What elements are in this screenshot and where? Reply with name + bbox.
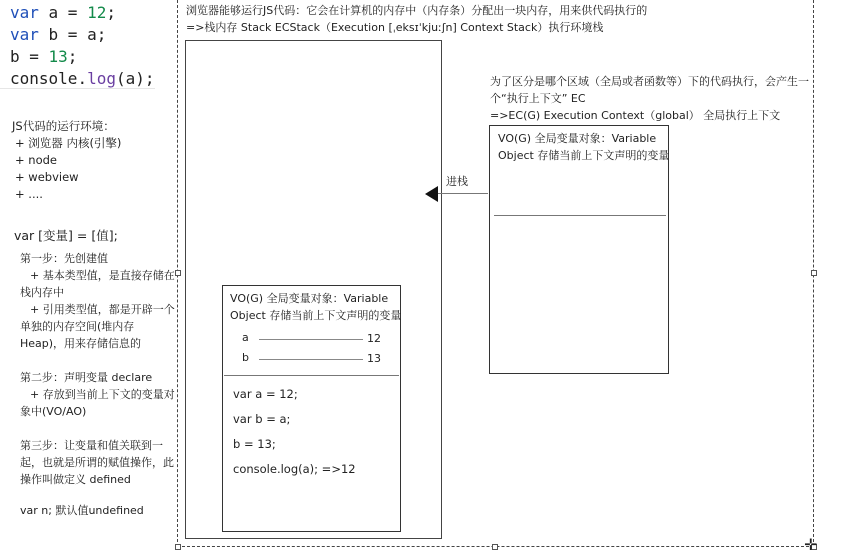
ec-code-line-3: b = 13; [233,437,276,451]
step3-line-c: 操作叫做定义 defined [20,473,131,486]
ecg-box [489,125,669,374]
vo-right-line-1: VO(G) 全局变量对象：Variable [498,132,657,145]
var-a-name: a [242,331,249,344]
push-arrow-head-icon [425,186,438,202]
step1-line-b: 栈内存中 [20,286,64,299]
step3-line-a: 第三步：让变量和值关联到一 [20,439,163,452]
ec-code-line-2: var b = a; [233,412,291,426]
resize-handle-bottom-left[interactable] [175,544,181,550]
step1-line-c: + 引用类型值，都是开辟一个 [30,303,175,316]
ec-line-1: 为了区分是哪个区域（全局或者函数等）下的代码执行，会产生一 [490,75,809,88]
step2-line-a: + 存放到当前上下文的变量对 [30,388,175,401]
vo-inner-label [230,290,401,324]
env-item-node: + node [15,153,57,167]
resize-handle-right[interactable] [811,270,817,276]
var-b-value: 13 [367,352,381,365]
code-underline [0,88,155,89]
step1-title: 第一步：先创建值 [20,252,108,265]
env-title: JS代码的运行环境： [12,119,115,133]
top-line-1: 浏览器能够运行JS代码：它会在计算机的内存中（内存条）分配出一块内存，用来供代码执行的 [186,4,648,17]
var-b-link [259,359,363,360]
ec-line-3: =>EC(G) Execution Context（global） 全局执行上下文 [490,109,781,122]
var-a-value: 12 [367,332,381,345]
ec-line-2: 个“执行上下文” EC [490,92,586,105]
var-b-name: b [242,351,249,364]
push-arrow-line [438,193,488,194]
code-line-2: var b = a; [10,25,107,44]
push-label: 进栈 [446,175,468,188]
ec-global-code [233,382,356,482]
env-item-browser: + 浏览器 内核(引擎) [15,136,122,150]
code-line-3: b = 13; [10,47,78,66]
var-a-link [259,339,363,340]
vo-inner-line-2: Object 存储当前上下文声明的变量 [230,309,402,322]
step1-line-a: + 基本类型值，是直接存储在 [30,269,175,282]
resize-handle-left[interactable] [175,270,181,276]
vo-right-label [498,130,669,164]
vo-right-line-2: Object 存储当前上下文声明的变量 [498,149,670,162]
step1-line-e: Heap)，用来存储信息的 [20,337,142,350]
env-section [12,118,121,203]
vo-inner-line-1: VO(G) 全局变量对象：Variable [230,292,389,305]
env-item-webview: + webview [15,170,79,184]
top-line-2: =>栈内存 Stack ECStack（Execution [ˌeksɪˈkjuːʃn] Context Stack）执行环境栈 [186,21,604,34]
top-description [186,2,647,36]
env-item-more: + .... [15,187,43,201]
step2-title: 第二步：声明变量 declare [20,371,153,384]
code-line-4: console.log(a); [10,69,155,88]
ec-description [490,73,809,124]
ec-global-divider [224,375,399,376]
code-line-1: var a = 12; [10,3,116,22]
resize-handle-bottom[interactable] [492,544,498,550]
ecg-divider [494,215,666,216]
undefined-note: var n; 默认值undefined [20,504,144,517]
ec-global-box [222,285,401,532]
step3-line-b: 起，也就是所谓的赋值操作，此 [20,456,174,469]
steps-section [20,250,180,519]
move-cursor-icon: ✛ [804,535,818,554]
step1-line-d: 单独的内存空间(堆内存 [20,320,135,333]
step2-line-b: 象中(VO/AO) [20,405,87,418]
ec-code-line-1: var a = 12; [233,387,298,401]
ec-code-line-4: console.log(a); =>12 [233,462,356,476]
code-snippet [10,2,155,90]
steps-heading: var [变量] = [值]; [14,228,118,243]
